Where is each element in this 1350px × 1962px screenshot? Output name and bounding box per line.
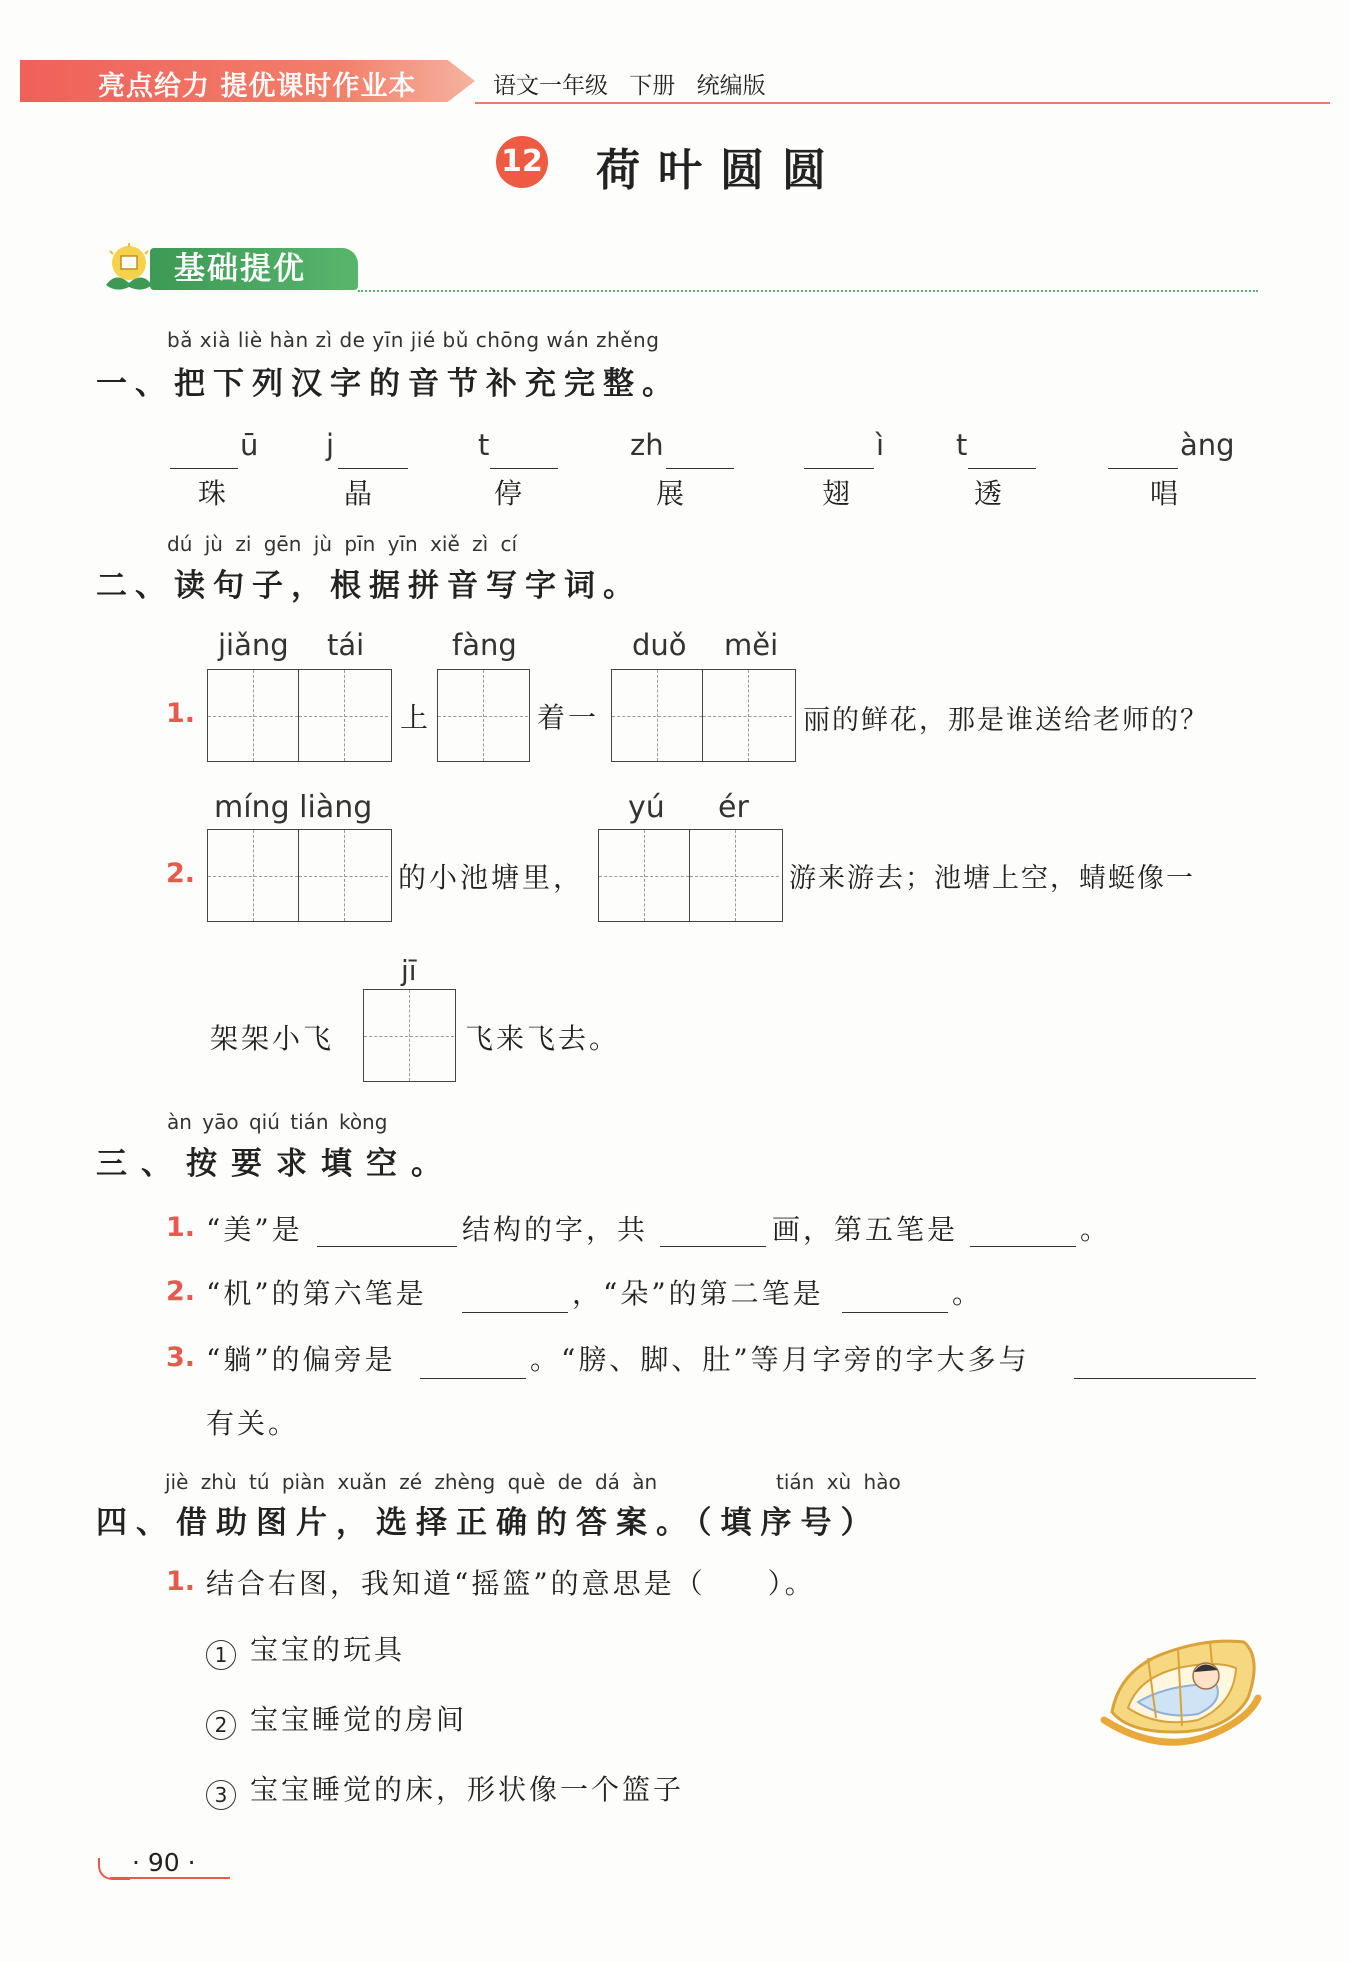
sprout-icon: [102, 243, 156, 295]
writing-grid[interactable]: [437, 669, 530, 762]
pinyin-hint: míng liàng: [214, 790, 373, 825]
syllable-hint: t: [956, 428, 968, 462]
option-text: 宝宝的玩具: [250, 1633, 406, 1666]
q3-pinyin: àn yāo qiú tián kòng: [167, 1110, 388, 1134]
pinyin-hint: měi: [724, 628, 779, 662]
question-text: ，“朵”的第二笔是: [572, 1277, 824, 1310]
answer-blank[interactable]: [970, 1244, 1076, 1247]
sentence-text: 游来游去；池塘上空，蜻蜓像一: [789, 863, 1195, 894]
answer-blank[interactable]: [660, 1244, 766, 1247]
option-3[interactable]: [206, 1768, 684, 1810]
option-marker: 3: [206, 1780, 236, 1810]
question-text: 。“膀、脚、肚”等月字旁的字大多与: [530, 1343, 1030, 1376]
target-char: 珠: [198, 477, 227, 510]
question-text: 结合右图，我知道“摇篮”的意思是（ ）。: [206, 1567, 816, 1600]
option-text: 宝宝睡觉的房间: [250, 1703, 468, 1736]
writing-grid[interactable]: [598, 829, 783, 922]
target-char: 透: [974, 477, 1003, 510]
syllable-hint: zh: [630, 428, 664, 462]
book-info: 语文一年级 下册 统编版: [493, 73, 766, 99]
q4-title: 四、借助图片，选择正确的答案。（填序号）: [96, 1505, 881, 1541]
q4-pinyin: jiè zhù tú piàn xuǎn zé zhèng què de dá àn: [165, 1470, 658, 1494]
syllable-hint: t: [478, 428, 490, 462]
target-char: 晶: [344, 477, 373, 510]
item-number: 1.: [166, 1566, 196, 1597]
q2-title: 二、读句子，根据拼音写字词。: [96, 568, 642, 604]
q4-pinyin: tián xù hào: [776, 1470, 901, 1494]
option-marker: 2: [206, 1710, 236, 1740]
q1-pinyin: bǎ xià liè hàn zì de yīn jié bǔ chōng wán zhěng: [167, 328, 660, 352]
section-badge: 基础提优: [150, 248, 358, 290]
option-text: 宝宝睡觉的床，形状像一个篮子: [250, 1773, 685, 1806]
pinyin-hint: fàng: [452, 628, 517, 662]
syllable-hint: ì: [876, 428, 885, 462]
writing-grid[interactable]: [207, 669, 392, 762]
syllable-hint: j: [326, 428, 335, 462]
question-text: “美”是: [206, 1213, 303, 1246]
question-text: 。: [1080, 1213, 1112, 1246]
answer-blank[interactable]: [462, 1310, 568, 1313]
writing-grid[interactable]: [611, 669, 796, 762]
pinyin-hint: jī: [401, 954, 417, 987]
answer-blank[interactable]: [420, 1376, 526, 1379]
question-text: 结构的字，共: [462, 1213, 649, 1246]
writing-grid[interactable]: [207, 829, 392, 922]
sentence-text: 架架小飞: [210, 1022, 335, 1055]
writing-grid[interactable]: [363, 989, 456, 1082]
option-1[interactable]: [206, 1628, 405, 1670]
item-number: 2.: [166, 858, 196, 889]
lesson-title: 荷叶圆圆: [596, 145, 844, 196]
item-number: 1.: [166, 1212, 196, 1243]
blank-2[interactable]: [338, 466, 408, 469]
answer-blank[interactable]: [1074, 1376, 1256, 1379]
blank-4[interactable]: [666, 466, 734, 469]
question-text: “机”的第六笔是: [206, 1277, 427, 1310]
q1-title: 一、把下列汉字的音节补充完整。: [96, 366, 681, 402]
q2-pinyin: dú jù zi gēn jù pīn yīn xiě zì cí: [167, 532, 518, 556]
pinyin-hint: duǒ: [632, 628, 687, 662]
question-text: 画，第五笔是: [772, 1213, 959, 1246]
blank-3[interactable]: [490, 466, 558, 469]
syllable-hint: àng: [1180, 428, 1235, 462]
blank-5[interactable]: [804, 466, 874, 469]
q3-title: 三、按要求填空。: [96, 1146, 456, 1182]
lesson-number: 12: [496, 136, 548, 188]
item-number: 1.: [166, 698, 196, 729]
target-char: 停: [494, 477, 523, 510]
page-number: · 90 ·: [132, 1848, 196, 1877]
target-char: 展: [656, 477, 685, 510]
blank-6[interactable]: [968, 466, 1036, 469]
option-2[interactable]: [206, 1698, 467, 1740]
target-char: 唱: [1150, 477, 1179, 510]
blank-1[interactable]: [170, 466, 238, 469]
question-text: “躺”的偏旁是: [206, 1343, 396, 1376]
header-rule: [475, 102, 1330, 104]
item-number: 2.: [166, 1276, 196, 1307]
pinyin-hint: yú: [628, 790, 665, 825]
question-text: 有关。: [206, 1407, 300, 1440]
pinyin-hint: ér: [718, 790, 749, 825]
item-number: 3.: [166, 1342, 196, 1373]
sentence-text: 着一: [537, 701, 600, 734]
series-title: 亮点给力 提优课时作业本: [98, 71, 417, 102]
blank-7[interactable]: [1108, 466, 1178, 469]
section-divider: [358, 290, 1258, 292]
pinyin-hint: tái: [327, 628, 365, 662]
pinyin-hint: jiǎng: [218, 628, 289, 662]
page-number-underline: [110, 1877, 230, 1879]
answer-blank[interactable]: [842, 1310, 948, 1313]
question-text: 。: [952, 1277, 984, 1310]
answer-blank[interactable]: [317, 1244, 457, 1247]
syllable-hint: ū: [240, 428, 259, 462]
cradle-illustration: [1098, 1628, 1264, 1758]
sentence-text: 丽的鲜花，那是谁送给老师的？: [803, 705, 1209, 736]
sentence-text: 飞来飞去。: [465, 1022, 621, 1055]
sentence-text: 上: [400, 701, 432, 734]
sentence-text: 的小池塘里，: [398, 861, 585, 894]
option-marker: 1: [206, 1640, 236, 1670]
target-char: 翅: [822, 477, 851, 510]
